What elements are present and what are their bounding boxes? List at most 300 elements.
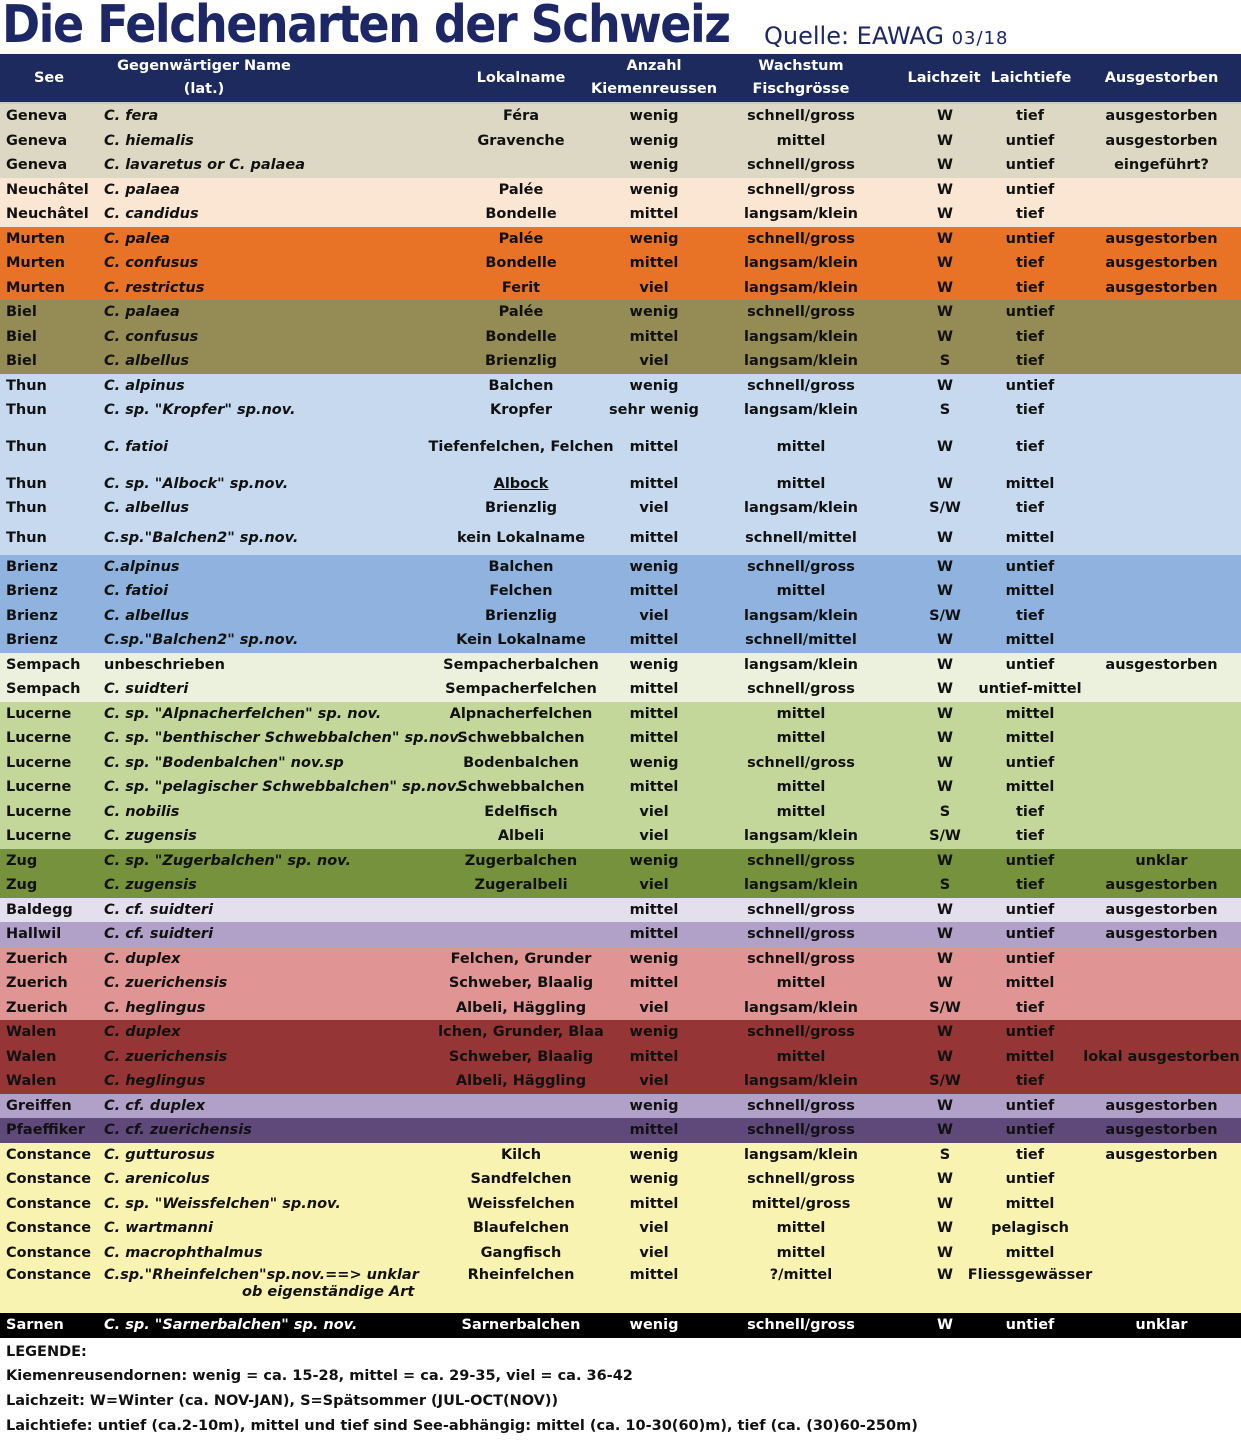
cell-see: Brienz (6, 558, 58, 575)
cell-latin: C.alpinus (104, 558, 180, 575)
cell-spawn-depth: mittel (1005, 529, 1055, 546)
col-growth-line1: Wachstum (758, 58, 844, 74)
cell-local: Weissfelchen (467, 1195, 575, 1212)
cell-spawn-time: W (937, 1317, 953, 1334)
cell-extinct (1082, 1216, 1241, 1241)
cell-spawn-time: W (937, 1122, 953, 1139)
cell-see: Murten (6, 279, 65, 296)
table-row (0, 1069, 1241, 1094)
cell-gill: wenig (629, 377, 679, 394)
cell-growth: mittel (776, 803, 826, 820)
cell-growth: langsam/klein (743, 828, 859, 845)
cell-latin: C. macrophthalmus (104, 1244, 263, 1261)
cell-local: Balchen (488, 558, 554, 575)
cell-growth: ?/mittel (769, 1267, 833, 1283)
cell-spawn-depth: tief (1015, 1146, 1045, 1163)
cell-latin: C.sp."Balchen2" sp.nov. (104, 632, 299, 649)
cell-spawn-time: W (937, 754, 953, 771)
cell-latin: C. cf. suidteri (104, 901, 214, 918)
cell-extinct (1082, 1020, 1241, 1045)
cell-local: Balchen (488, 377, 554, 394)
cell-see: Constance (6, 1195, 92, 1212)
cell-spawn-depth: untief (1005, 230, 1055, 247)
cell-see: Murten (6, 230, 65, 247)
cell-see: Zug (6, 852, 38, 869)
cell-local: Palée (498, 181, 544, 198)
table-row (0, 824, 1241, 849)
cell-spawn-time: S (939, 402, 951, 419)
cell-spawn-time: W (937, 255, 953, 272)
cell-spawn-depth: Fliessgewässer (967, 1267, 1093, 1283)
cell-growth: langsam/klein (743, 279, 859, 296)
cell-spawn-depth: untief (1005, 1122, 1055, 1139)
cell-latin: C. nobilis (104, 803, 180, 820)
cell-extinct (1082, 1192, 1241, 1217)
table-row (0, 726, 1241, 751)
cell-extinct: eingeführt? (1114, 157, 1209, 174)
cell-spawn-time: W (937, 632, 953, 649)
cell-see: Constance (6, 1146, 92, 1163)
cell-see: Thun (6, 377, 47, 394)
cell-extinct (1082, 800, 1241, 825)
cell-gill: viel (639, 1220, 669, 1237)
cell-extinct (1082, 579, 1241, 604)
cell-latin: C. cf. suidteri (104, 926, 214, 943)
cell-local: Edelfisch (484, 803, 558, 820)
cell-local (432, 153, 610, 178)
cell-growth: langsam/klein (743, 255, 859, 272)
cell-local: Schweber, Blaalig (448, 1048, 594, 1065)
cell-local: Zugerbalchen (464, 852, 578, 869)
cell-spawn-depth: mittel (1005, 730, 1055, 747)
cell-growth: langsam/klein (743, 1073, 859, 1090)
cell-gill: mittel (629, 1267, 679, 1283)
col-gill-line2: Kiemenreussen (590, 81, 718, 97)
cell-see: Sarnen (6, 1317, 64, 1334)
table-row (0, 521, 1241, 555)
cell-gill: mittel (629, 328, 679, 345)
cell-extinct: ausgestorben (1105, 108, 1218, 125)
cell-gill: wenig (629, 1024, 679, 1041)
cell-latin: C. sp. "Sarnerbalchen" sp. nov. (104, 1317, 358, 1334)
table-row (0, 996, 1241, 1021)
cell-spawn-depth: untief (1005, 1317, 1055, 1334)
cell-growth: schnell/gross (747, 377, 855, 394)
cell-latin (104, 1265, 419, 1315)
cell-extinct (1082, 423, 1241, 472)
cell-local: Sempacherfelchen (445, 681, 597, 698)
cell-see: Baldegg (6, 901, 73, 918)
cell-spawn-time: W (937, 1267, 953, 1283)
cell-latin: C. heglingus (104, 1073, 206, 1090)
cell-extinct: ausgestorben (1105, 1122, 1218, 1139)
cell-spawn-time: W (937, 950, 953, 967)
cell-spawn-time: S (939, 803, 951, 820)
cell-latin: C. zuerichensis (104, 975, 228, 992)
cell-latin: C. duplex (104, 1024, 181, 1041)
table-row (0, 1192, 1241, 1217)
table-row (0, 751, 1241, 776)
cell-gill: mittel (629, 681, 679, 698)
cell-spawn-time: W (937, 926, 953, 943)
cell-growth: langsam/klein (743, 206, 859, 223)
cell-spawn-depth: tief (1015, 500, 1045, 517)
cell-local: Zugeralbeli (474, 877, 568, 894)
cell-latin: C. heglingus (104, 999, 206, 1016)
cell-latin: C. zugensis (104, 877, 197, 894)
cell-extinct: unklar (1135, 1317, 1188, 1334)
cell-spawn-depth: mittel (1005, 583, 1055, 600)
cell-growth: schnell/mittel (745, 632, 857, 649)
cell-see: Lucerne (6, 730, 72, 747)
page-title: Die Felchenarten der Schweiz (2, 0, 730, 55)
cell-spawn-time: W (937, 157, 953, 174)
cell-gill: mittel (629, 529, 679, 546)
cell-local: Brienzlig (484, 353, 558, 370)
table-row (0, 472, 1241, 497)
cell-local: Blaufelchen (472, 1220, 570, 1237)
cell-local: Gravenche (477, 132, 565, 149)
cell-growth: mittel (776, 1048, 826, 1065)
cell-extinct (1082, 751, 1241, 776)
legend-gill: Kiemenreusendornen: wenig = ca. 15-28, mittel = ca. 29-35, viel = ca. 36-42 (6, 1368, 633, 1384)
cell-gill: mittel (629, 779, 679, 796)
cell-gill: mittel (629, 439, 679, 455)
cell-local: Brienzlig (484, 500, 558, 517)
cell-spawn-time: W (937, 1097, 953, 1114)
cell-latin: C. albellus (104, 500, 190, 517)
cell-spawn-depth: untief (1005, 1024, 1055, 1041)
table-row (0, 604, 1241, 629)
cell-spawn-time: S/W (929, 828, 961, 845)
cell-latin: C. sp. "benthischer Schwebbalchen" sp.nov. (104, 730, 464, 747)
cell-gill: wenig (629, 157, 679, 174)
cell-gill: wenig (629, 754, 679, 771)
cell-latin: C. candidus (104, 206, 199, 223)
cell-extinct: lokal ausgestorben (1083, 1048, 1240, 1065)
cell-extinct (1082, 521, 1241, 555)
cell-gill: wenig (629, 558, 679, 575)
cell-see: Brienz (6, 583, 58, 600)
cell-spawn-time: W (937, 279, 953, 296)
cell-local: Sempacherbalchen (443, 656, 599, 673)
cell-extinct (1082, 971, 1241, 996)
cell-see: Sempach (6, 656, 81, 673)
cell-growth: mittel (776, 439, 826, 455)
cell-local (432, 1094, 610, 1119)
cell-spawn-depth: untief (1005, 1171, 1055, 1188)
cell-see: Pfaeffiker (6, 1122, 85, 1139)
cell-local: Albeli, Häggling (455, 999, 587, 1016)
cell-gill: wenig (629, 656, 679, 673)
cell-spawn-time: S (939, 877, 951, 894)
cell-spawn-time: S (939, 353, 951, 370)
cell-spawn-depth: untief (1005, 754, 1055, 771)
cell-spawn-depth: tief (1015, 828, 1045, 845)
cell-local (432, 1118, 610, 1143)
cell-latin: C. confusus (104, 255, 199, 272)
cell-gill: wenig (629, 304, 679, 321)
table-row (0, 922, 1241, 947)
cell-see: Zuerich (6, 975, 68, 992)
cell-latin: C. sp. "Bodenbalchen" nov.sp (104, 754, 344, 771)
cell-growth: schnell/gross (747, 230, 855, 247)
cell-see: Thun (6, 402, 47, 419)
cell-spawn-time: S (939, 1146, 951, 1163)
cell-gill: viel (639, 803, 669, 820)
cell-gill: viel (639, 279, 669, 296)
col-latin: Gegenwärtiger Name (lat.) (117, 58, 291, 97)
cell-see: Constance (6, 1244, 92, 1261)
cell-extinct (1082, 947, 1241, 972)
cell-see: Geneva (6, 108, 68, 125)
cell-growth: schnell/gross (747, 681, 855, 698)
cell-gill: viel (639, 1073, 669, 1090)
cell-see: Lucerne (6, 779, 72, 796)
cell-local (432, 898, 610, 923)
table-row (0, 1167, 1241, 1192)
cell-local: Schweber, Blaalig (448, 975, 594, 992)
cell-spawn-depth: tief (1015, 255, 1045, 272)
cell-spawn-time: W (937, 705, 953, 722)
cell-growth: langsam/klein (743, 999, 859, 1016)
cell-extinct (1082, 555, 1241, 580)
cell-gill: wenig (629, 1171, 679, 1188)
cell-spawn-depth: untief (1005, 377, 1055, 394)
table-row (0, 202, 1241, 227)
cell-extinct: ausgestorben (1105, 279, 1218, 296)
cell-local: Bondelle (485, 255, 557, 272)
cell-growth: langsam/klein (743, 353, 859, 370)
cell-see: Murten (6, 255, 65, 272)
cell-growth: schnell/gross (747, 157, 855, 174)
legend (0, 1342, 1241, 1440)
cell-spawn-depth: untief (1005, 1097, 1055, 1114)
cell-see: Walen (6, 1048, 57, 1065)
table-row (0, 300, 1241, 325)
cell-spawn-depth: mittel (1005, 1048, 1055, 1065)
cell-latin-line2: ob eigenständige Art (242, 1284, 415, 1300)
cell-latin: C. sp. "Zugerbalchen" sp. nov. (104, 852, 351, 869)
cell-spawn-depth: mittel (1005, 779, 1055, 796)
cell-gill: mittel (629, 632, 679, 649)
cell-growth: schnell/gross (747, 754, 855, 771)
cell-extinct (1082, 702, 1241, 727)
cell-spawn-depth: tief (1015, 328, 1045, 345)
cell-gill: viel (639, 999, 669, 1016)
cell-local: Kilch (500, 1146, 542, 1163)
cell-extinct (1082, 202, 1241, 227)
cell-see: Zug (6, 877, 38, 894)
source-label: Quelle: EAWAG (764, 22, 944, 50)
cell-spawn-depth: mittel (1005, 632, 1055, 649)
cell-spawn-depth: tief (1015, 279, 1045, 296)
cell-spawn-time: W (937, 304, 953, 321)
cell-growth: schnell/gross (747, 108, 855, 125)
cell-gill: wenig (629, 1317, 679, 1334)
cell-spawn-depth: mittel (1005, 475, 1055, 492)
cell-extinct (1082, 604, 1241, 629)
table-row (0, 153, 1241, 178)
cell-gill: mittel (629, 475, 679, 492)
cell-gill: mittel (629, 705, 679, 722)
cell-growth: schnell/gross (747, 1171, 855, 1188)
source-note (764, 22, 1008, 50)
cell-gill: mittel (629, 1195, 679, 1212)
cell-local: Tiefenfelchen, Felchen (428, 439, 614, 455)
table-row (0, 227, 1241, 252)
cell-latin: C. fatioi (104, 439, 169, 455)
cell-see: Lucerne (6, 705, 72, 722)
cell-see: Zuerich (6, 950, 68, 967)
cell-growth: schnell/gross (747, 1024, 855, 1041)
cell-see: Neuchâtel (6, 206, 89, 223)
cell-growth: mittel (776, 475, 826, 492)
cell-local: Kein Lokalname (456, 632, 586, 649)
cell-gill: viel (639, 828, 669, 845)
cell-extinct (1082, 1069, 1241, 1094)
cell-spawn-depth: tief (1015, 999, 1045, 1016)
cell-latin: C. sp. "Weissfelchen" sp.nov. (104, 1195, 341, 1212)
cell-see: Constance (6, 1171, 92, 1188)
table-row (0, 555, 1241, 580)
cell-see: Biel (6, 304, 37, 321)
cell-local: kein Lokalname (456, 529, 586, 546)
cell-gill: wenig (629, 852, 679, 869)
table-row (0, 1045, 1241, 1070)
table-row (0, 129, 1241, 154)
cell-spawn-depth: tief (1015, 803, 1045, 820)
cell-see: Sempach (6, 681, 81, 698)
col-growth-line2: Fischgrösse (752, 81, 850, 97)
legend-spawn-depth: Laichtiefe: untief (ca.2-10m), mittel und tief sind See-abhängig: mittel (ca. 10-30(60)m), tief (ca. (30)60-250m) (6, 1418, 918, 1434)
cell-local: Schwebbalchen (457, 779, 585, 796)
table-row (0, 971, 1241, 996)
cell-spawn-time: W (937, 656, 953, 673)
cell-spawn-depth: tief (1015, 402, 1045, 419)
cell-extinct (1082, 374, 1241, 399)
table-row (0, 849, 1241, 874)
cell-latin: C. albellus (104, 353, 190, 370)
cell-extinct (1082, 1241, 1241, 1266)
table-row (0, 677, 1241, 702)
cell-latin: C. fatioi (104, 583, 169, 600)
table-row (0, 423, 1241, 472)
cell-gill: viel (639, 500, 669, 517)
cell-gill: mittel (629, 975, 679, 992)
cell-spawn-depth: mittel (1005, 1195, 1055, 1212)
cell-gill: wenig (629, 230, 679, 247)
legend-spawn-time: Laichzeit: W=Winter (ca. NOV-JAN), S=Spätsommer (JUL-OCT(NOV)) (6, 1393, 559, 1409)
cell-gill: wenig (629, 108, 679, 125)
table-row (0, 1241, 1241, 1266)
cell-gill: mittel (629, 206, 679, 223)
cell-local: Sandfelchen (470, 1171, 572, 1188)
cell-spawn-time: W (937, 439, 953, 455)
cell-spawn-time: S/W (929, 500, 961, 517)
cell-extinct (1082, 325, 1241, 350)
cell-gill: viel (639, 1244, 669, 1261)
cell-see: Neuchâtel (6, 181, 89, 198)
cell-gill: mittel (629, 901, 679, 918)
table-row (0, 628, 1241, 653)
cell-extinct (1082, 677, 1241, 702)
table-row (0, 702, 1241, 727)
cell-spawn-depth: tief (1015, 607, 1045, 624)
cell-gill: mittel (629, 583, 679, 600)
cell-latin: C. suidteri (104, 681, 189, 698)
cell-local (432, 472, 610, 497)
cell-latin-line1: C.sp."Rheinfelchen"sp.nov.==> unklar (104, 1267, 419, 1283)
cell-spawn-depth: tief (1015, 206, 1045, 223)
cell-growth: schnell/gross (747, 1317, 855, 1334)
cell-gill: mittel (629, 926, 679, 943)
col-spawn-depth: Laichtiefe (990, 69, 1072, 86)
cell-latin: C. lavaretus or C. palaea (104, 157, 306, 174)
cell-local: Ferit (501, 279, 541, 296)
cell-spawn-depth: tief (1015, 353, 1045, 370)
cell-see: Zuerich (6, 999, 68, 1016)
table-row (0, 898, 1241, 923)
table-row (0, 496, 1241, 521)
cell-spawn-time: W (937, 901, 953, 918)
cell-gill: mittel (629, 1048, 679, 1065)
cell-spawn-time: W (937, 132, 953, 149)
cell-extinct (1082, 628, 1241, 653)
cell-see: Lucerne (6, 803, 72, 820)
cell-extinct (1082, 472, 1241, 497)
cell-spawn-depth: mittel (1005, 1244, 1055, 1261)
cell-local: Bondelle (485, 328, 557, 345)
cell-growth: mittel/gross (751, 1195, 851, 1212)
table-row (0, 1265, 1241, 1313)
cell-growth: langsam/klein (743, 877, 859, 894)
cell-extinct (1082, 300, 1241, 325)
table-row (0, 325, 1241, 350)
col-gill-line1: Anzahl (626, 58, 682, 74)
cell-see: Geneva (6, 157, 68, 174)
cell-growth: mittel (776, 779, 826, 796)
cell-local: Felchen (489, 583, 553, 600)
cell-local: Palée (498, 304, 544, 321)
cell-spawn-depth: mittel (1005, 705, 1055, 722)
cell-extinct: ausgestorben (1105, 132, 1218, 149)
cell-spawn-time: W (937, 230, 953, 247)
cell-latin: C. fera (104, 108, 159, 125)
cell-extinct: ausgestorben (1105, 255, 1218, 272)
cell-latin: C. palaea (104, 304, 180, 321)
table-row (0, 579, 1241, 604)
cell-see: Greiffen (6, 1097, 72, 1114)
cell-spawn-time: W (937, 108, 953, 125)
cell-extinct: ausgestorben (1105, 230, 1218, 247)
cell-gill: viel (639, 877, 669, 894)
cell-see: Constance (6, 1220, 92, 1237)
cell-latin: C. arenicolus (104, 1171, 210, 1188)
cell-local: Brienzlig (484, 607, 558, 624)
col-growth (726, 54, 876, 102)
cell-extinct (1082, 824, 1241, 849)
cell-spawn-time: W (937, 1195, 953, 1212)
cell-spawn-depth: untief (1005, 157, 1055, 174)
cell-extinct (1082, 996, 1241, 1021)
cell-latin: C. restrictus (104, 279, 205, 296)
cell-gill: sehr wenig (609, 402, 699, 419)
cell-gill: wenig (629, 1146, 679, 1163)
cell-growth: schnell/gross (747, 558, 855, 575)
cell-gill: mittel (629, 730, 679, 747)
cell-gill: viel (639, 353, 669, 370)
